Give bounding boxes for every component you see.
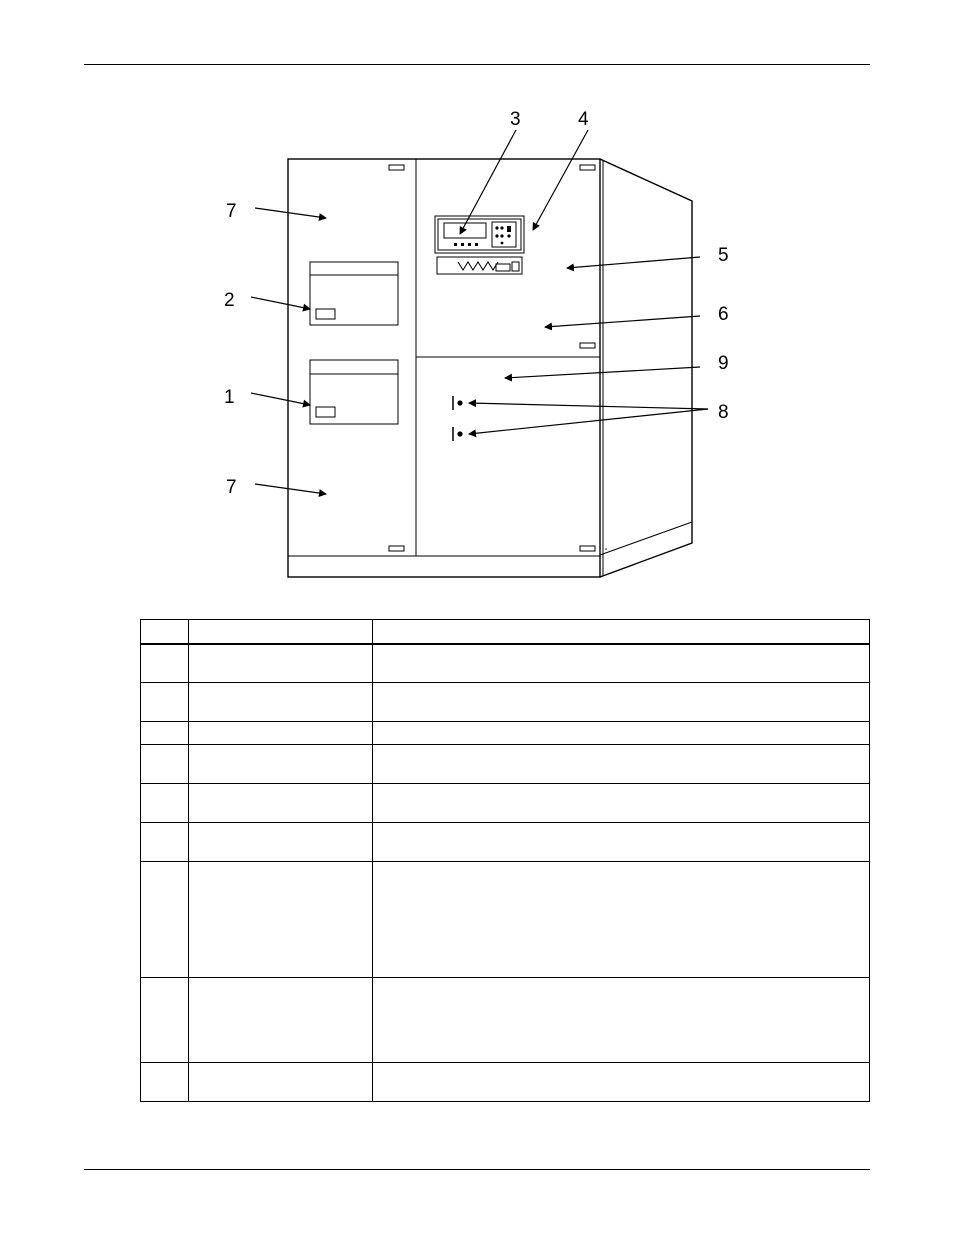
footer-rule	[84, 1169, 870, 1170]
table-row	[141, 744, 870, 783]
callout-7-top: 7	[226, 201, 237, 222]
callout-4: 4	[578, 109, 589, 130]
breaker-box-1	[310, 360, 398, 424]
leader-7-bottom	[255, 484, 326, 494]
table-row	[141, 682, 870, 721]
callout-6: 6	[718, 304, 729, 325]
cabinet-front	[288, 159, 600, 577]
leader-8b	[469, 409, 708, 434]
callout-1: 1	[224, 387, 235, 408]
callout-3: 3	[510, 109, 521, 130]
callout-7-bottom: 7	[226, 477, 237, 498]
table-row	[141, 783, 870, 822]
header-cell-name	[189, 620, 373, 645]
leader-1	[251, 393, 310, 405]
header-cell-number	[141, 620, 189, 645]
breaker-box-2	[310, 262, 398, 325]
leader-5	[567, 257, 700, 268]
table-row	[141, 721, 870, 744]
table-row	[141, 1062, 870, 1101]
callout-5: 5	[718, 245, 729, 266]
ups-cabinet-diagram	[0, 0, 954, 610]
leader-8a	[469, 403, 708, 409]
table-row	[141, 822, 870, 861]
table-row	[141, 861, 870, 977]
table-row	[141, 644, 870, 682]
table-row	[141, 977, 870, 1062]
header-cell-description	[373, 620, 870, 645]
callout-2: 2	[224, 290, 235, 311]
callout-8: 8	[718, 402, 729, 423]
leader-3	[460, 130, 516, 234]
leader-4	[533, 130, 588, 230]
leader-7-top	[255, 208, 326, 218]
leader-6	[545, 316, 700, 327]
table-header-row	[141, 620, 870, 645]
callout-9: 9	[718, 353, 729, 374]
parts-table	[140, 619, 870, 1102]
leader-2	[251, 297, 310, 309]
